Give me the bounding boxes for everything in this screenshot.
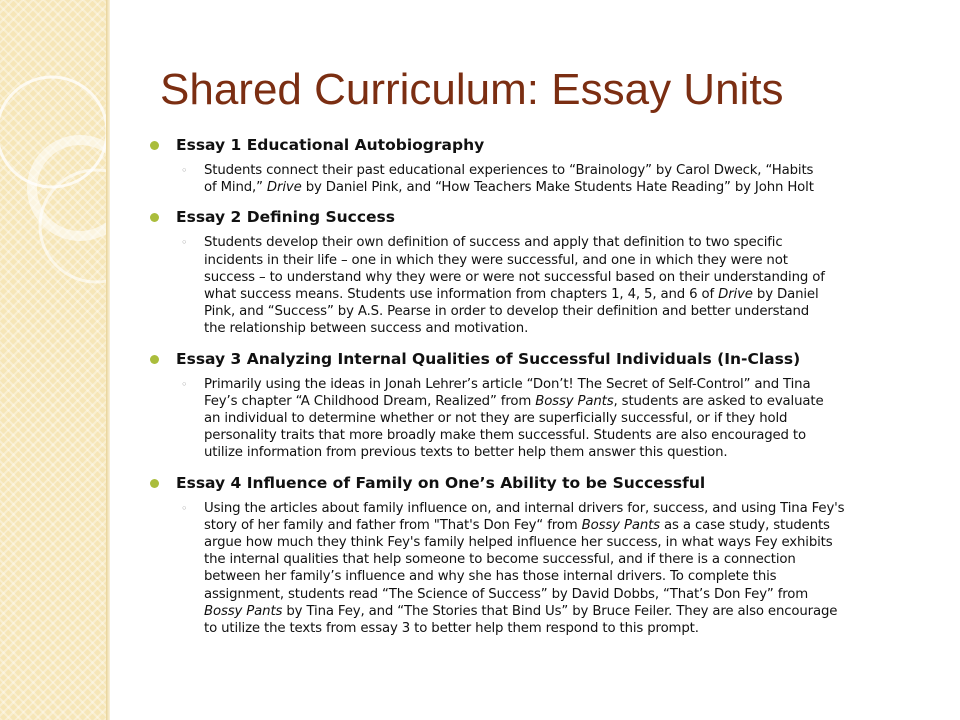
essay-heading-text: Essay 2 Defining Success xyxy=(176,208,395,227)
description-line xyxy=(204,376,935,393)
essay-item-1 xyxy=(148,134,948,196)
description-line xyxy=(204,534,935,551)
bullet-dot-icon xyxy=(150,355,159,364)
text-segment: Pink, and “Success” by A.S. Pearse in order to develop their definition and better understand xyxy=(204,304,810,320)
essay-heading xyxy=(148,134,948,156)
description-line xyxy=(204,234,935,251)
italic-title: Drive xyxy=(266,180,302,196)
text-segment: by Daniel Pink, and “How Teachers Make Students Hate Reading” by John Holt xyxy=(301,180,814,196)
description-line xyxy=(204,551,935,568)
italic-title: Bossy Pants xyxy=(581,517,660,533)
text-segment: the relationship between success and motivation. xyxy=(204,321,529,337)
text-segment: assignment, students read “The Science of Success” by David Dobbs, “That’s Don Fey” from xyxy=(204,586,809,602)
description-line xyxy=(204,179,935,196)
text-segment: utilize information from previous texts to better help them answer this question. xyxy=(204,445,728,461)
description-line xyxy=(204,269,935,286)
italic-title: Bossy Pants xyxy=(535,393,614,409)
essay-item-4 xyxy=(148,472,948,638)
description-line xyxy=(204,568,935,585)
text-segment: what success means. Students use information from chapters 1, 4, 5, and 6 of xyxy=(204,287,719,303)
description-line xyxy=(204,393,935,410)
essay-description xyxy=(181,500,935,638)
decorative-rings xyxy=(0,0,106,720)
text-segment: personality traits that more broadly make them successful. Students are also encouraged to xyxy=(204,428,806,444)
essay-heading xyxy=(148,348,948,370)
text-segment: by Daniel xyxy=(752,287,819,303)
sub-bullet-icon: ◦ xyxy=(181,236,188,250)
text-segment: by Tina Fey, and “The Stories that Bind Us” by Bruce Feiler. They are also encourage xyxy=(282,603,838,619)
text-segment: Fey’s chapter “A Childhood Dream, Realized” from xyxy=(204,393,536,409)
text-segment: an individual to determine whether or not they are superficially successful, or if they hold xyxy=(204,411,788,427)
text-segment: story of her family and father from "That's Don Fey“ from xyxy=(204,517,582,533)
sidebar-edge xyxy=(106,0,110,720)
text-segment: the internal qualities that help someone to become successful, and if there is a connection xyxy=(204,552,796,568)
essay-heading-text: Essay 3 Analyzing Internal Qualities of Successful Individuals (In-Class) xyxy=(176,349,801,368)
essay-item-3 xyxy=(148,348,948,462)
bullet-dot-icon xyxy=(150,213,159,222)
description-line xyxy=(204,517,935,534)
description-line xyxy=(204,620,935,637)
description-line xyxy=(204,162,935,179)
description-line xyxy=(204,252,935,269)
description-line xyxy=(204,500,935,517)
description-line xyxy=(204,320,935,337)
essay-item-2 xyxy=(148,206,948,337)
italic-title: Drive xyxy=(718,287,753,303)
slide-title: Shared Curriculum: Essay Units xyxy=(160,65,784,114)
essay-description xyxy=(181,376,935,462)
description-line xyxy=(204,410,935,427)
text-segment: , students are asked to evaluate xyxy=(613,393,824,409)
italic-title: Bossy Pants xyxy=(204,603,283,619)
description-line xyxy=(204,444,935,461)
essay-heading xyxy=(148,472,948,494)
essay-description xyxy=(181,162,935,196)
text-segment: success – to understand why they were or were not successful based on their understanding of xyxy=(204,269,825,285)
text-segment: Primarily using the ideas in Jonah Lehrer’s article “Don’t! The Secret of Self-Control” and Tina xyxy=(204,376,811,392)
description-line xyxy=(204,603,935,620)
text-segment: of Mind,” xyxy=(204,180,267,196)
essay-heading xyxy=(148,206,948,228)
sub-bullet-icon: ◦ xyxy=(181,164,188,177)
description-line xyxy=(204,586,935,603)
essay-heading-text: Essay 4 Influence of Family on One’s Ability to be Successful xyxy=(176,473,706,492)
bullet-dot-icon xyxy=(150,141,159,150)
text-segment: to utilize the texts from essay 3 to better help them respond to this prompt. xyxy=(204,621,699,637)
text-segment: Using the articles about family influence on, and internal drivers for, success, and using Tina Fey's xyxy=(204,500,845,516)
essay-description xyxy=(181,234,935,337)
description-line xyxy=(204,286,935,303)
text-segment: between her family’s influence and why she has those internal drivers. To complete this xyxy=(204,569,777,585)
essay-heading-text: Essay 1 Educational Autobiography xyxy=(176,136,485,154)
description-line xyxy=(204,303,935,320)
sub-bullet-icon: ◦ xyxy=(181,501,188,515)
description-line xyxy=(204,427,935,444)
text-segment: incidents in their life – one in which they were successful, and one in which they were not xyxy=(204,252,788,268)
text-segment: argue how much they think Fey's family helped influence her success, in what ways Fey exhibits xyxy=(204,535,833,551)
text-segment: Students develop their own definition of success and apply that definition to two specific xyxy=(204,235,783,251)
bullet-dot-icon xyxy=(150,479,159,488)
essay-list xyxy=(148,134,948,647)
text-segment: as a case study, students xyxy=(659,517,830,533)
text-segment: Students connect their past educational experiences to “Brainology” by Carol Dweck, “Habits xyxy=(204,163,814,178)
sub-bullet-icon: ◦ xyxy=(181,377,188,391)
decorative-sidebar xyxy=(0,0,106,720)
